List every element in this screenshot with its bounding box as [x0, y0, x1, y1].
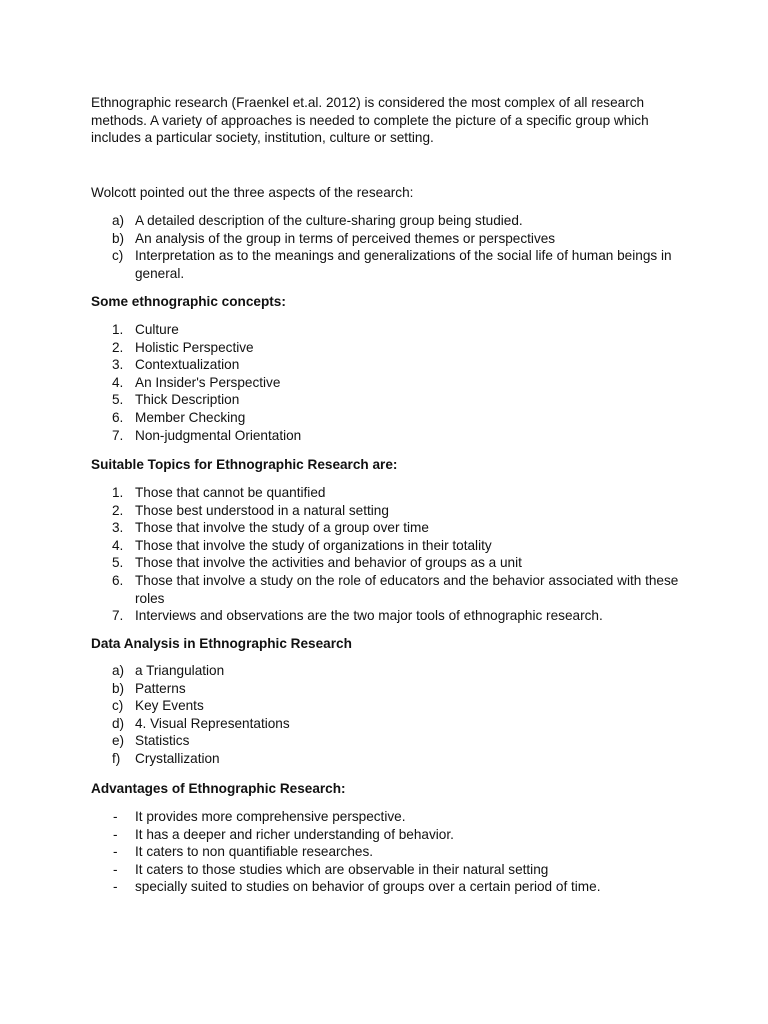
- list-item-text: Culture: [135, 322, 179, 337]
- list-item: [91, 391, 691, 409]
- list-marker: b): [112, 680, 125, 696]
- list-item: [91, 321, 691, 339]
- list-marker: b): [112, 230, 125, 246]
- list-marker: 1.: [112, 485, 124, 500]
- list-item: [91, 878, 691, 896]
- list-marker: d): [112, 715, 125, 731]
- list-marker: 2.: [112, 502, 124, 518]
- list-item: [91, 861, 691, 879]
- list-item: [91, 697, 691, 715]
- list-marker: f): [112, 750, 121, 766]
- list-item: [91, 409, 691, 427]
- list-marker: 4.: [112, 537, 124, 553]
- list-marker: a): [112, 213, 125, 228]
- list-item: [91, 230, 691, 248]
- list-item-text: Those best understood in a natural setting: [135, 502, 389, 518]
- list-marker: -: [113, 861, 118, 877]
- analysis-list: [91, 662, 691, 768]
- list-marker: 7.: [112, 427, 124, 443]
- list-item-text: Crystallization: [135, 750, 220, 766]
- list-item: [91, 662, 691, 680]
- list-item-text: It provides more comprehensive perspective.: [135, 809, 406, 824]
- list-item-text: It caters to non quantifiable researches.: [135, 844, 374, 860]
- list-marker: -: [113, 844, 118, 860]
- list-marker: 3.: [112, 520, 124, 536]
- list-item-text: Non-judgmental Orientation: [135, 427, 302, 443]
- list-item: [91, 607, 691, 625]
- concepts-heading: Some ethnographic concepts:: [91, 294, 286, 309]
- list-item: [91, 212, 691, 230]
- list-item-text: Contextualization: [135, 357, 240, 373]
- list-item-text: specially suited to studies on behavior of groups over a certain period of time.: [135, 879, 601, 895]
- list-item: [91, 247, 691, 282]
- list-item: [91, 572, 691, 607]
- list-item: [91, 374, 691, 392]
- list-item-text: A detailed description of the culture-sharing group being studied.: [135, 213, 523, 228]
- list-item-text: It has a deeper and richer understanding of behavior.: [135, 826, 454, 842]
- list-item-text: Those that cannot be quantified: [135, 485, 326, 500]
- list-marker: e): [112, 733, 125, 749]
- topics-list: [91, 484, 691, 625]
- list-item: [91, 554, 691, 572]
- list-item: [91, 427, 691, 445]
- list-marker: c): [112, 698, 124, 714]
- concepts-list: [91, 321, 691, 444]
- list-item-text: Statistics: [135, 733, 190, 749]
- intro-paragraph: Ethnographic research (Fraenkel et.al. 2012) is considered the most complex of all research methods. A variety of approaches is needed to complete the picture of a specific group which includes a particular society, institution, culture or setting.: [91, 95, 649, 146]
- list-item: [91, 680, 691, 698]
- list-item: [91, 339, 691, 357]
- list-marker: 1.: [112, 322, 124, 337]
- list-item-text: Interviews and observations are the two major tools of ethnographic research.: [135, 608, 603, 624]
- list-item: [91, 732, 691, 750]
- list-item-text: An analysis of the group in terms of perceived themes or perspectives: [135, 230, 556, 246]
- list-item: [91, 808, 691, 826]
- list-marker: 5.: [112, 555, 124, 571]
- topics-heading: Suitable Topics for Ethnographic Research are:: [91, 457, 398, 472]
- advantages-list: [91, 808, 691, 896]
- list-item-text: Key Events: [135, 698, 204, 714]
- list-item-text: Interpretation as to the meanings and generalizations of the social life of human beings in general.: [135, 248, 672, 281]
- list-item-text: a Triangulation: [135, 663, 225, 678]
- list-item: [91, 715, 691, 733]
- list-item: [91, 502, 691, 520]
- list-marker: -: [113, 809, 118, 824]
- list-item: [91, 843, 691, 861]
- list-marker: 4.: [112, 374, 124, 390]
- list-marker: 3.: [112, 357, 124, 373]
- list-marker: 6.: [112, 572, 124, 588]
- list-item-text: An Insider's Perspective: [135, 374, 281, 390]
- list-item-text: Holistic Perspective: [135, 339, 254, 355]
- list-item-text: Those that involve the activities and behavior of groups as a unit: [135, 555, 522, 571]
- list-item: [91, 356, 691, 374]
- list-item-text: Those that involve a study on the role of educators and the behavior associated with these roles: [135, 572, 679, 606]
- list-item: [91, 537, 691, 555]
- list-item-text: Those that involve the study of organizations in their totality: [135, 537, 492, 553]
- list-item: [91, 826, 691, 844]
- list-marker: -: [113, 879, 118, 895]
- list-marker: 6.: [112, 409, 124, 425]
- list-item: [91, 519, 691, 537]
- list-item-text: 4. Visual Representations: [135, 715, 290, 731]
- list-item: [91, 484, 691, 502]
- list-item-text: Patterns: [135, 680, 186, 696]
- list-marker: 2.: [112, 339, 124, 355]
- list-marker: -: [113, 826, 118, 842]
- list-marker: 7.: [112, 608, 124, 624]
- wolcott-paragraph: Wolcott pointed out the three aspects of the research:: [91, 185, 414, 200]
- list-item-text: Member Checking: [135, 409, 246, 425]
- wolcott-aspects-list: [91, 212, 691, 282]
- advantages-heading: Advantages of Ethnographic Research:: [91, 781, 346, 796]
- analysis-heading: Data Analysis in Ethnographic Research: [91, 636, 352, 651]
- list-item: [91, 750, 691, 768]
- list-marker: 5.: [112, 392, 124, 408]
- list-item-text: Thick Description: [135, 392, 240, 408]
- list-item-text: Those that involve the study of a group over time: [135, 520, 429, 536]
- list-marker: c): [112, 248, 124, 264]
- list-marker: a): [112, 663, 125, 678]
- list-item-text: It caters to those studies which are observable in their natural setting: [135, 861, 549, 877]
